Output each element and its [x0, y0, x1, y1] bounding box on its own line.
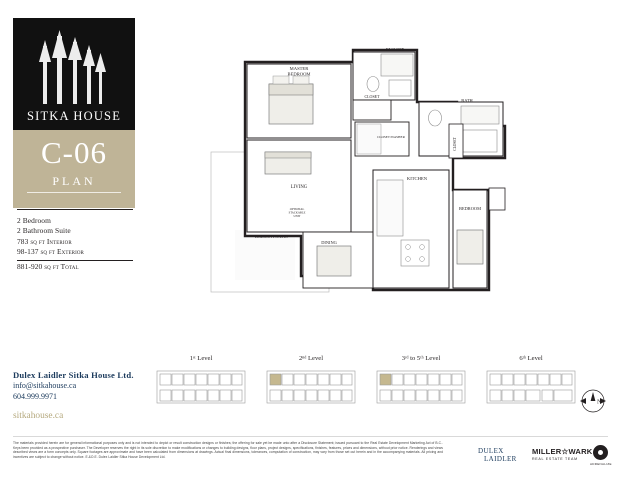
svg-text:CLOSET: CLOSET	[453, 137, 457, 151]
svg-text:KITCHEN: KITCHEN	[406, 176, 428, 181]
logo-block	[13, 18, 135, 130]
svg-text:BATH: BATH	[461, 98, 473, 103]
plan-code-block	[13, 130, 135, 208]
level-keyplans	[155, 355, 575, 415]
dulex-line-2: LAIDLER	[484, 455, 517, 463]
spec-bathrooms: 2 Bathroom Suite	[17, 226, 71, 236]
room-closet-2	[449, 124, 463, 158]
keyplan-caption-2: 2ⁿᵈ Level	[298, 355, 324, 362]
spec-exterior: 98-137 sq ft Exterior	[17, 247, 84, 257]
svg-text:CLOSET: CLOSET	[364, 94, 380, 99]
contact-block	[13, 370, 163, 421]
keyplan-level-6[interactable]	[485, 355, 577, 409]
contact-phone[interactable]: 604.999.9971	[13, 392, 57, 401]
keyplan-level-3-5[interactable]	[375, 355, 467, 409]
plan-code: C-06	[41, 135, 107, 170]
keyplan-caption-3: 3ʳᵈ to 5ᵗʰ Level	[401, 355, 441, 362]
adrenalize-mark-icon	[593, 445, 608, 460]
keyplan-svg-2	[265, 365, 357, 409]
keyplan-level-2[interactable]	[265, 355, 357, 409]
contact-company: Dulex Laidler Sitka House Ltd.	[13, 370, 134, 380]
keyplan-level-1[interactable]	[155, 355, 247, 409]
svg-text:CLOSET/WASHER: CLOSET/WASHER	[377, 135, 405, 139]
specs-top-rule	[17, 209, 133, 210]
footer-divider	[13, 436, 608, 437]
room-closet-washer	[355, 122, 409, 156]
svg-text:UNIT: UNIT	[293, 214, 301, 219]
room-master-bedroom	[247, 64, 351, 138]
suite-specs	[13, 208, 135, 272]
svg-text:N: N	[597, 398, 602, 406]
disclaimer-text: The materials provided herein are for general informational purposes only and is not intended to depict or result construction designs or finishes; the offering for sale yet be made unto after a Disclosure Statement; issued pursuant to the Real Estate Development Marketing Act of B.C.. Keys been provided as a prospective purchaser. The Developer reserves the right in its sole discretion to make modifications or changes to building designs, floor plans, project designs, specifications, finishes, features, prices and dimensions, without prior notice. Renderings and views described views are a form concepts only. Square footages are approximate and have been calculated from dimensions at drawings. Actual final dimensions, tolerances, computation of construction, may vary from those set out herein and in the accompanying materials. All pricing and incentives are subject to change without notice. E.&O.E. Dulex Laidler Sitka House Development Ltd.	[13, 441, 443, 459]
keyplan-svg-1	[155, 365, 247, 409]
room-bedroom-2	[453, 190, 487, 288]
svg-text:MASTER: MASTER	[289, 66, 309, 71]
spec-bedrooms: 2 Bedroom	[17, 216, 51, 225]
floorplan-drawing	[205, 40, 535, 320]
contact-email[interactable]: info@sitkahouse.ca	[13, 381, 77, 390]
miller-wark-name: MILLER☆WARK	[532, 447, 593, 456]
keyplan-svg-4	[485, 365, 577, 409]
room-kitchen	[373, 170, 449, 288]
svg-text:DINING: DINING	[321, 240, 337, 245]
left-identity-panel	[13, 18, 135, 276]
plan-divider	[27, 192, 121, 193]
compass-rose	[578, 386, 608, 416]
miller-wark-logo	[532, 447, 592, 461]
label-balcony-patio: BALCONY/PATIO	[255, 234, 288, 239]
room-dining	[303, 232, 373, 288]
svg-text:OPTIONAL: OPTIONAL	[289, 207, 305, 211]
spec-total: 881-920 sq ft Total	[17, 261, 79, 271]
svg-text:BEDROOM: BEDROOM	[287, 71, 311, 77]
svg-text:BEDROOM: BEDROOM	[459, 206, 481, 211]
svg-text:LIVING: LIVING	[290, 185, 308, 190]
adrenalize-label: ADRENALIZE	[590, 461, 612, 466]
contact-website[interactable]: sitkahouse.ca	[13, 411, 64, 421]
footer-logos	[478, 445, 612, 471]
dulex-laidler-logo	[478, 447, 517, 463]
logo-wordmark: SITKA HOUSE	[26, 109, 122, 123]
keyplan-caption-4: 6ᵗʰ Level	[519, 355, 543, 362]
keyplan-caption-1: 1ˢᵗ Level	[189, 355, 213, 362]
keyplan-svg-3	[375, 365, 467, 409]
plan-label: PLAN	[52, 174, 96, 188]
svg-text:STACKABLE: STACKABLE	[288, 210, 306, 215]
room-ensuite	[353, 47, 415, 100]
svg-text:ENSUITE: ENSUITE	[385, 47, 405, 52]
dulex-line-1: DULEX	[478, 447, 504, 455]
miller-wark-tagline: REAL ESTATE TEAM	[532, 457, 578, 461]
adrenalize-logo	[590, 445, 612, 466]
spec-interior: 783 sq ft Interior	[17, 236, 72, 246]
